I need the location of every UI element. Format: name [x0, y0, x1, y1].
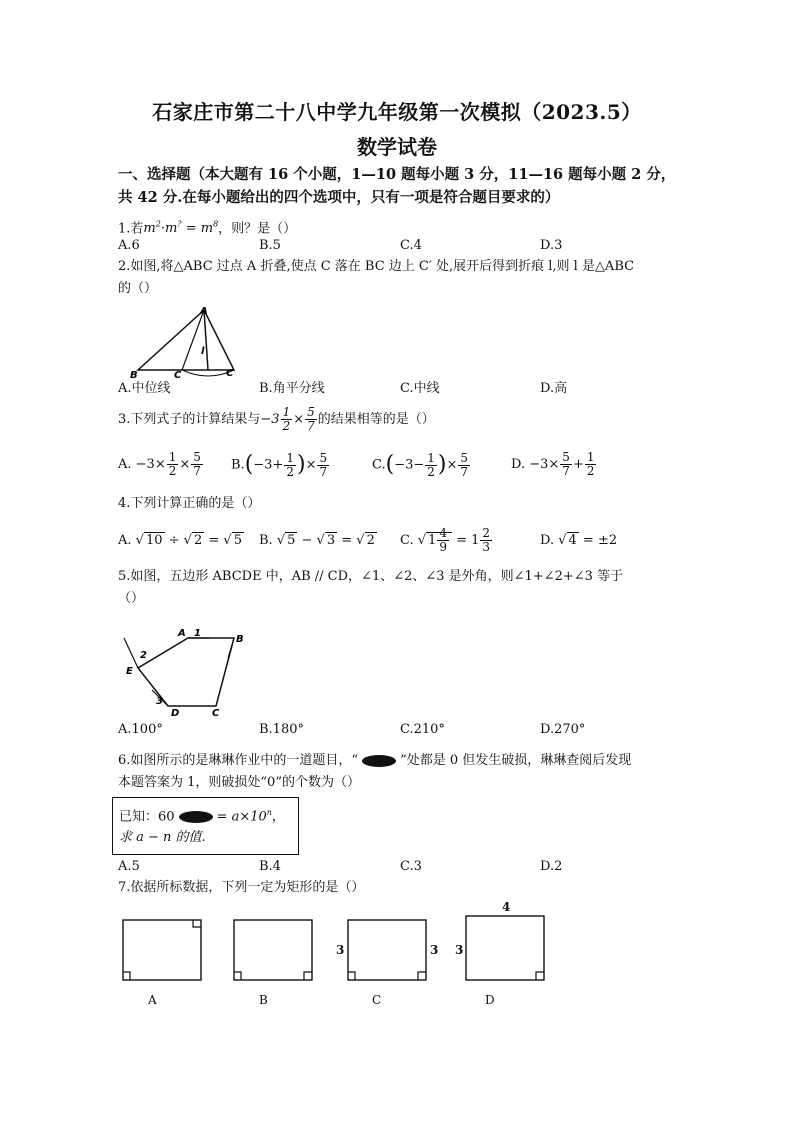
- q1-option-b[interactable]: B.5: [259, 238, 281, 253]
- shape-c-right-length: 3: [430, 943, 439, 957]
- q6-stem-line-1: 6.如图所示的是琳琳作业中的一道题目，“ ”处都是 0 但发生破损，琳琳查阅后发现: [118, 753, 632, 768]
- shape-a-right-angle-tr: [193, 920, 201, 927]
- q2-stem-line-2: 的（）: [118, 281, 158, 296]
- q1-option-d[interactable]: D.3: [540, 238, 563, 253]
- q4-option-c[interactable]: C. √ 1 $\frac{4}{9}$ = 1 $\frac{2}{3}$: [400, 526, 491, 554]
- q4-stem: 4.下列计算正确的是（）: [118, 496, 261, 511]
- q4-option-a[interactable]: A. √ 10 ÷ √ 2 = √ 5: [118, 533, 242, 548]
- shape-c-right-angle-br: [418, 972, 426, 980]
- q6-box-line-1: 已知：$60 = a\times 10^n$，: [119, 808, 285, 825]
- q6-option-d[interactable]: D.2: [540, 859, 563, 874]
- fig5-angle-1: 1: [194, 628, 201, 639]
- fig5-label-b: B: [236, 634, 244, 645]
- q1-stem: 1.若$m^2\cdot m^? = m^8$，则？是（）: [118, 220, 297, 237]
- q5-option-a[interactable]: A.100°: [118, 722, 163, 737]
- q6-problem-box: [112, 797, 299, 855]
- q2-option-b[interactable]: B.角平分线: [259, 381, 325, 396]
- q5-stem-line-1: 5.如图，五边形 ABCDE 中，AB // CD，∠1、∠2、∠3 是外角，则∠1+∠2+∠3 等于: [118, 569, 624, 584]
- shape-c-left-length: 3: [336, 943, 345, 957]
- q6-option-b[interactable]: B.4: [259, 859, 281, 874]
- fig5-label-e: E: [126, 666, 133, 677]
- q5-option-c[interactable]: C.210°: [400, 722, 445, 737]
- ext-line-e: [124, 638, 138, 668]
- fig5-angle-3: 3: [156, 696, 163, 707]
- section-line-1: 一、选择题（本大题有 16 个小题，1—10 题每小题 3 分，11—16 题每小题 2 分，: [118, 166, 676, 183]
- q5-stem-line-2: （）: [118, 591, 145, 606]
- q6-box-line-2: 求 a − n 的值.: [119, 830, 206, 846]
- shape-a-right-angle-bl: [123, 972, 130, 980]
- q5-pentagon-figure: [116, 618, 256, 718]
- fig2-label-c: C: [226, 368, 234, 379]
- page-subtitle: 数学试卷: [357, 135, 437, 159]
- fig2-label-b: B: [130, 370, 138, 380]
- fig5-label-c: C: [212, 708, 220, 718]
- q1-formula: $m^2\cdot m^? = m^8$: [143, 220, 219, 237]
- crease-l: [204, 310, 208, 370]
- section-line-2: 共 42 分.在每小题给出的四个选项中，只有一项是符合题目要求的）: [118, 189, 560, 206]
- q7-label-b[interactable]: B: [259, 993, 268, 1007]
- fig2-label-c-prime: C: [174, 370, 182, 380]
- q7-stem: 7.依据所标数据，下列一定为矩形的是（）: [118, 880, 365, 895]
- q7-label-c[interactable]: C: [372, 993, 382, 1007]
- fig5-angle-2: 2: [140, 650, 147, 661]
- shape-d-top-length: 4: [502, 900, 511, 914]
- q6-stem-line-2: 本题答案为 1，则破损处“0”的个数为（）: [118, 775, 360, 790]
- section-heading: [118, 163, 698, 209]
- shape-c-right-angle-bl: [348, 972, 355, 980]
- pentagon-abcde: [138, 638, 234, 706]
- q3-option-d[interactable]: D. −3× $\frac{5}{7}$ + $\frac{1}{2}$: [511, 450, 595, 478]
- q2-stem-line-1: 2.如图,将△ABC 过点 A 折叠,使点 C 落在 BC 边上 C′ 处,展开后得到折痕 l,则 l 是△ABC: [118, 259, 635, 274]
- q6-option-c[interactable]: C.3: [400, 859, 422, 874]
- tick-bc: [228, 638, 234, 658]
- q3-stem: 3.下列式子的计算结果与−3 $\frac{1}{2}$ × $\frac{5}{7}$ 的结果相等的是（）: [118, 405, 435, 433]
- q4-option-b[interactable]: B. √ 5 − √ 3 = √ 2: [259, 533, 375, 548]
- q6-option-a[interactable]: A.5: [118, 859, 140, 874]
- shape-c: [348, 920, 426, 980]
- q2-triangle-figure: [116, 306, 246, 380]
- q2-option-a[interactable]: A.中位线: [118, 381, 171, 396]
- shape-b-right-angle-bl: [234, 972, 241, 980]
- q5-option-d[interactable]: D.270°: [540, 722, 586, 737]
- shape-b: [234, 920, 312, 980]
- q2-option-d[interactable]: D.高: [540, 381, 568, 396]
- q7-figures: [118, 896, 568, 986]
- q5-option-b[interactable]: B.180°: [259, 722, 304, 737]
- shape-d-left-length: 3: [455, 943, 464, 957]
- q2-option-c[interactable]: C.中线: [400, 381, 440, 396]
- fig2-label-a: A: [200, 306, 208, 317]
- q4-option-d[interactable]: D. √ 4 = ±2: [540, 533, 618, 548]
- q1-option-c[interactable]: C.4: [400, 238, 422, 253]
- fig2-label-l: l: [201, 346, 205, 357]
- damage-blot-icon: [362, 755, 396, 767]
- q1-option-a[interactable]: A.6: [118, 238, 140, 253]
- shape-b-right-angle-br: [304, 972, 312, 980]
- q3-expression: −3 $\frac{1}{2}$ × $\frac{5}{7}$: [260, 405, 315, 433]
- fig5-label-d: D: [171, 708, 180, 718]
- triangle-abc: [138, 310, 234, 370]
- fig5-label-a: A: [178, 628, 186, 639]
- q3-option-c[interactable]: C.(−3− $\frac{1}{2}$ )× $\frac{5}{7}$: [372, 450, 469, 479]
- page-title: 石家庄市第二十八中学九年级第一次模拟（2023.5）: [152, 100, 642, 124]
- q3-option-b[interactable]: B.(−3+ $\frac{1}{2}$ )× $\frac{5}{7}$: [231, 450, 328, 479]
- q3-option-a[interactable]: A. −3× $\frac{1}{2}$ × $\frac{5}{7}$: [118, 450, 201, 478]
- damage-blot-icon-2: [179, 811, 213, 823]
- q7-label-d[interactable]: D: [485, 993, 495, 1007]
- shape-a: [123, 920, 201, 980]
- shape-d-right-angle-br: [536, 972, 544, 980]
- q7-label-a[interactable]: A: [148, 993, 157, 1007]
- shape-d: [466, 916, 544, 980]
